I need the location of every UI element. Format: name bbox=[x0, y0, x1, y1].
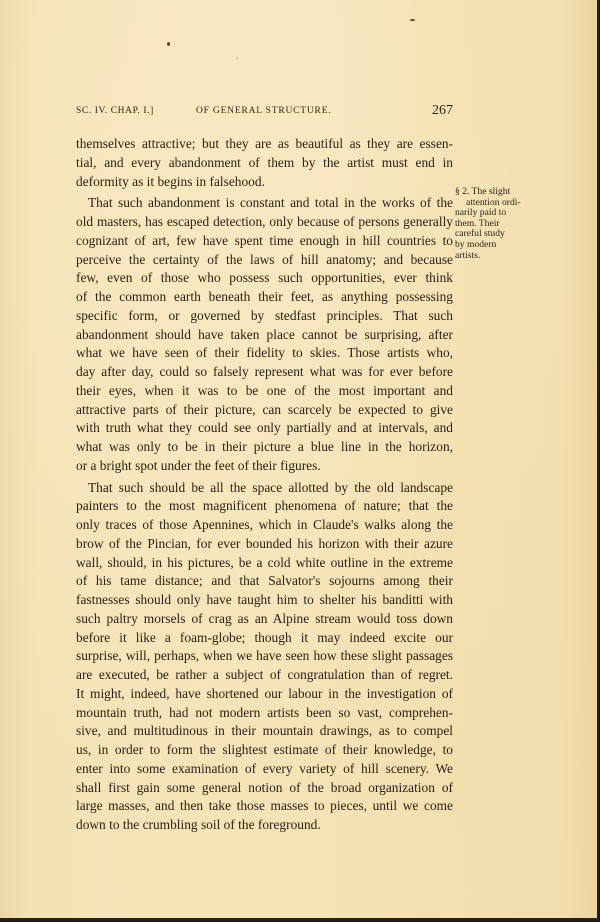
text-line: painters to the most magnificent phenomena of nature; that the bbox=[76, 498, 453, 514]
text-line: attractive parts of their picture, can scarcely be expected to give bbox=[76, 401, 453, 417]
text-line: of his tame distance; and that Salvator's sojourns among their bbox=[76, 573, 453, 589]
paper-speck bbox=[167, 42, 170, 46]
text-line: old masters, has escaped detection, only because of persons generally bbox=[76, 214, 453, 229]
text-line: what we have seen of their fidelity to skies. Those artists who, bbox=[76, 345, 453, 361]
sidenote-line: by modern bbox=[455, 238, 497, 250]
text-line: mountain truth, had not modern artists been so vast, comprehen- bbox=[76, 704, 453, 720]
running-header-section: SC. IV. CHAP. I.] bbox=[76, 106, 154, 116]
sidenote-line: artists. bbox=[455, 249, 481, 261]
sidenote-line: careful study bbox=[455, 228, 505, 240]
sidenote-line: them. Their bbox=[455, 217, 500, 229]
body-text bbox=[76, 135, 453, 835]
text-line: what was only to be in their picture a blue line in the horizon, bbox=[76, 439, 453, 454]
text-line: themselves attractive; but they are as beautiful as they are essen- bbox=[76, 136, 453, 151]
paper-speck bbox=[410, 19, 415, 21]
text-line: enter into some examination of every variety of hill scenery. We bbox=[76, 760, 453, 776]
sidenote-line: attention ordi- bbox=[466, 196, 521, 208]
text-line: before it like a foam-globe; though it may indeed excite our bbox=[76, 629, 453, 645]
paragraph-2 bbox=[76, 194, 453, 475]
text-line: with truth what they could see only partially and at intervals, and bbox=[76, 420, 453, 436]
text-line: sive, and multitudinous in their mountain drawings, as to compel bbox=[76, 723, 453, 739]
text-line: tial, and every abandonment of them by the artist must end in bbox=[76, 154, 453, 170]
text-line: It might, indeed, have shortened our labour in the investigation of bbox=[76, 685, 453, 701]
paper-speck bbox=[237, 57, 238, 60]
text-line: down to the crumbling soil of the foreground. bbox=[76, 817, 321, 832]
sidenote-line: § 2. The slight bbox=[455, 186, 511, 197]
text-line: cognizant of art, few have spent time enough in hill countries to bbox=[76, 232, 453, 248]
text-line: us, in order to form the slightest estimate of their knowledge, to bbox=[76, 742, 453, 757]
text-line: perceive the certainty of the laws of hill anatomy; and because bbox=[76, 251, 453, 267]
text-line: few, even of those who possess such opportunities, ever think bbox=[76, 270, 453, 286]
text-line: fastnesses should only have taught him to shelter his banditti with bbox=[76, 592, 453, 607]
text-line: or a bright spot under the feet of their figures. bbox=[76, 457, 321, 473]
text-line: That such abandonment is constant and total in the works of the bbox=[88, 195, 453, 211]
text-line: such paltry morsels of crag as an Alpine stream would toss down bbox=[76, 610, 453, 626]
sidenote-line: narily paid to bbox=[455, 207, 507, 219]
text-line: are executed, be rather a subject of congratulation than of regret. bbox=[76, 667, 453, 682]
text-line: surprise, will, perhaps, when we have seen how these slight passages bbox=[76, 648, 453, 664]
text-line: of the common earth beneath their feet, as anything possessing bbox=[76, 289, 453, 304]
paragraph-3 bbox=[76, 479, 453, 835]
text-line: their eyes, when it was to be one of the most important and bbox=[76, 382, 453, 398]
text-line: day after day, could so falsely represent what was for ever before bbox=[76, 364, 453, 379]
text-line: only traces of those Apennines, which in Claude's walks along the bbox=[76, 517, 453, 532]
text-line: wall, should, in his pictures, be a cold white outline in the extreme bbox=[76, 554, 453, 570]
paragraph-1 bbox=[76, 135, 453, 191]
text-line: large masses, and then take those masses to pieces, until we come bbox=[76, 798, 453, 814]
text-line: That such should be all the space allotted by the old landscape bbox=[88, 479, 453, 495]
marginal-sidenote bbox=[455, 187, 535, 261]
text-line: deformity as it begins in falsehood. bbox=[76, 173, 265, 189]
text-line: shall first gain some general notion of the broad organization of bbox=[76, 779, 453, 795]
running-header bbox=[76, 103, 453, 122]
text-line: specific form, or governed by stedfast principles. That such bbox=[76, 307, 453, 323]
page-number: 267 bbox=[432, 103, 453, 118]
text-line: brow of the Pincian, for ever bounded his horizon with their azure bbox=[76, 535, 453, 551]
text-line: abandonment should have taken place cannot be surprising, after bbox=[76, 326, 453, 342]
running-header-title: OF GENERAL STRUCTURE. bbox=[196, 106, 332, 116]
